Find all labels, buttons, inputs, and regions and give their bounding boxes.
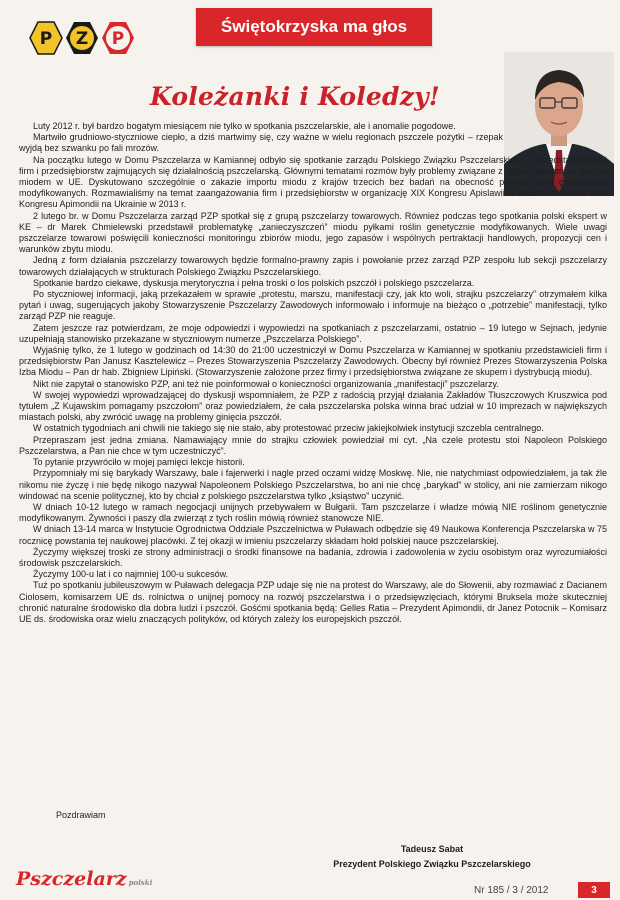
paragraph: Martwiło grudniowo-styczniowe ciepło, a dziś martwimy się, czy ważne w wielu regionach pszczele pożytki – rzepak wyjdą bez szwanku po fali mrozów. xyxy=(19,132,503,154)
logo-letter-z: Z xyxy=(75,29,89,49)
paragraph: Jedną z form działania pszczelarzy towarowych będzie formalno-prawny zapis i powołanie przez zarząd PZP zespołu lub sekcji pszczelarzy towarowych działających w strukturach Polskiego Związku Pszczelarskiego. xyxy=(19,255,607,277)
paragraph: Tuż po spotkaniu jubileuszowym w Puławach delegacja PZP udaje się nie na protest do Warszawy, ale do Słowenii, aby rozmawiać z Dacianem Ciolosem, komisarzem UE ds. rolnictwa o unijnej pomocy na rozwój pszczelarstwa i o przedsięwzięciach, którymi Bruksela może skuteczniej chronić naturalne środowisko dla dobra ludzi i pszczół. Gośćmi spotkania będą: Gelles Ratia – Prezydent Apimondii, dr Janez Potocnik – Komisarz UE ds. środowiska oraz wielu znaczących polityków, od których zależy los europejskich pszczół. xyxy=(19,580,607,624)
paragraph: W dniach 10-12 lutego w ramach negocjacji unijnych przebywałem w Bułgarii. Tam pszczelarze i władze mówią NIE roślinom genetycznie modyfikowanym. Żywności i paszy dla zwierząt z tych roślin mówią również stanowcze NIE. xyxy=(19,501,607,524)
paragraph: W swojej wypowiedzi wprowadzającej do dyskusji wspomniałem, że PZP z radością przyjął działania Zakładów Tłuszczowych Kruszwica pod tytułem „Z Kujawskim pomagamy pszczołom” oraz powiedziałem, że cała pszczelarska polska winna brać udział w 10 imprezach w największych miastach polski, aby zwrócić uwagę na problemy ginięcia pszczół. xyxy=(19,389,607,423)
pzp-logo-graphic xyxy=(26,10,146,66)
paragraph: Przypomniały mi się barykady Warszawy, bale i fajerwerki i nagle przed oczami widzę Moskwę. Nie, nie natychmiast odpowiedziałem, ja tak źle nikomu nie życzę i nie będę nikogo nazywał Napoleonem Polskiego Pszczelarstwa, bo ani nie chcę „barykad” w stolicy, ani nie zamierzam nikogo windować na scenie politycznej, kto by chciał z polskiego pszczelarstwa tylko „ksiąstwo” uczynić. xyxy=(19,468,607,501)
paragraph: Życzymy 100-u lat i co najmniej 100-u sukcesów. xyxy=(33,569,229,580)
article-body xyxy=(19,121,607,625)
signature-title: Prezydent Polskiego Związku Pszczelarskiego xyxy=(333,859,531,869)
pzp-logo xyxy=(26,10,146,66)
paragraph: Na początku lutego w Domu Pszczelarza w Kamiannej odbyło się spotkanie zarządu Polskiego Związku Pszczelarskiego z przedstawicielami firm i przedsiębiorstw zajmujących się działalnością pszczelarską. Głównymi tematami rozmów były problemy związane z ograniczeniami w obrocie miodem w UE. Dyskutowano szczególnie o zakazie importu miodu z krajów trzecich bez badań na obecność pyłków roślin genetycznie modyfikowanych. Rozmawialiśmy na temat zaangażowania firm i przedsiębiorstw w organizację XIX Kongresu Apislawii w 2012 r. w Polsce oraz Kongresu Apimondii na Ukrainie w 2013 r. xyxy=(19,154,607,210)
paragraph: Przepraszam jest jedna zmiana. Namawiający mnie do strajku człowiek powiedział mi cyt. „Na czele protestu stoi Napoleon Polskiego Pszczelarstwa, a Pan nie chce w tym uczestniczyć”. xyxy=(19,434,607,456)
brand-name: Pszczelarz xyxy=(16,868,127,890)
issue-number: Nr 185 / 3 / 2012 xyxy=(474,885,549,896)
magazine-brand xyxy=(16,868,152,890)
article-title: Koleżanki i Koledzy! xyxy=(150,82,440,111)
paragraph: Wyjaśnię tylko, że 1 lutego w godzinach od 14:30 do 21:00 uczestniczył w Domu Pszczelarza w Kamiannej w spotkaniu przedstawicieli firm i przedsiębiorstw Pan Janusz Kasztelewicz – Prezes Stowarzyszenia Pszczelarzy Zawodowych. Obecny był również Prezes Stowarzyszenia Polska Izba Miodu – Pan dr hab. Zbigniew Lipiński. (Stowarzyszenie założone przez firmy i przedsiębiorstwa związane ze skupem i dystrybucją miodu). xyxy=(19,345,607,378)
paragraph: W ostatnich tygodniach ani chwili nie takiego się nie stało, aby protestować przeciw jakiejkolwiek instytucji szczebla centralnego. xyxy=(33,423,544,434)
paragraph: Życzymy większej troski ze strony administracji o środki finansowe na badania, zdrowia i zadowolenia w życiu osobistym oraz wyrozumiałości środowisk pszczelarskich. xyxy=(19,546,607,568)
greeting: Pozdrawiam xyxy=(56,810,106,820)
paragraph: To pytanie przywróciło w mojej pamięci lekcje historii. xyxy=(33,457,245,468)
paragraph: Luty 2012 r. był bardzo bogatym miesiącem nie tylko w spotkania pszczelarskie, ale i anomalie pogodowe. xyxy=(33,121,456,131)
paragraph: Spotkanie bardzo ciekawe, dyskusja merytoryczna i pełna troski o los polskich pszczół i polskiego pszczelarza. xyxy=(33,277,475,288)
page-number: 3 xyxy=(578,882,610,898)
paragraph: Nikt nie zapytał o stanowisko PZP, ani też nie poinformował o konieczności organizowania „manifestacji” pszczelarzy. xyxy=(33,378,499,389)
brand-sub: polski xyxy=(128,878,153,887)
paragraph: Zatem jeszcze raz potwierdzam, że moje odpowiedzi i wypowiedzi na spotkaniach z pszczelarzami, ostatnio – 19 lutego w Sejnach, jedynie uzupełniają stanowisko przekazane w styczniowym numerze „Pszczelarza Polskiego”. xyxy=(19,322,607,344)
paragraph: 2 lutego br. w Domu Pszczelarza zarząd PZP spotkał się z grupą pszczelarzy towarowych. Również podczas tego spotkania polski ekspert w KE – dr Marek Chmielewski przedstawił problematykę „zanieczyszczeń” miodu pyłkami roślin genetycznie modyfikowanych. Wiele uwagi pszczelarze towarowi poświęcili konieczności monitoringu zbiorów miodu, jego zapasów i wspólnych pertraktacji handlowych, propozycji cen i warunków zbytu miodu. xyxy=(19,210,607,255)
section-banner: Świętokrzyska ma głos xyxy=(196,8,432,46)
logo-letter-p2: P xyxy=(111,29,125,49)
paragraph: Po styczniowej informacji, jaką przekazałem w sprawie „protestu, marszu, manifestacji czy, jak kto woli, strajku pszczelarzy” otrzymałem kilka pytań i uwag, sugerujących jakoby Stowarzyszenie Pszczelarzy Zawodowych informowało i informuje na bieżąco o „potrzebie” manifestacji, tylko zarząd PZP nie reaguje. xyxy=(19,289,607,322)
logo-letter-p1: P xyxy=(39,29,53,49)
signature-name: Tadeusz Sabat xyxy=(400,844,464,854)
paragraph: W dniach 13-14 marca w Instytucie Ogrodnictwa Oddziale Pszczelnictwa w Puławach odbędzie się 49 Naukowa Konferencja Pszczelarska w 75 rocznicę powstania tej naukowej placówki. Z tej okazji w imieniu pszczelarzy składam hołd polskiej nauce pszczelarskiej. xyxy=(19,524,607,546)
signature-block xyxy=(282,842,582,872)
